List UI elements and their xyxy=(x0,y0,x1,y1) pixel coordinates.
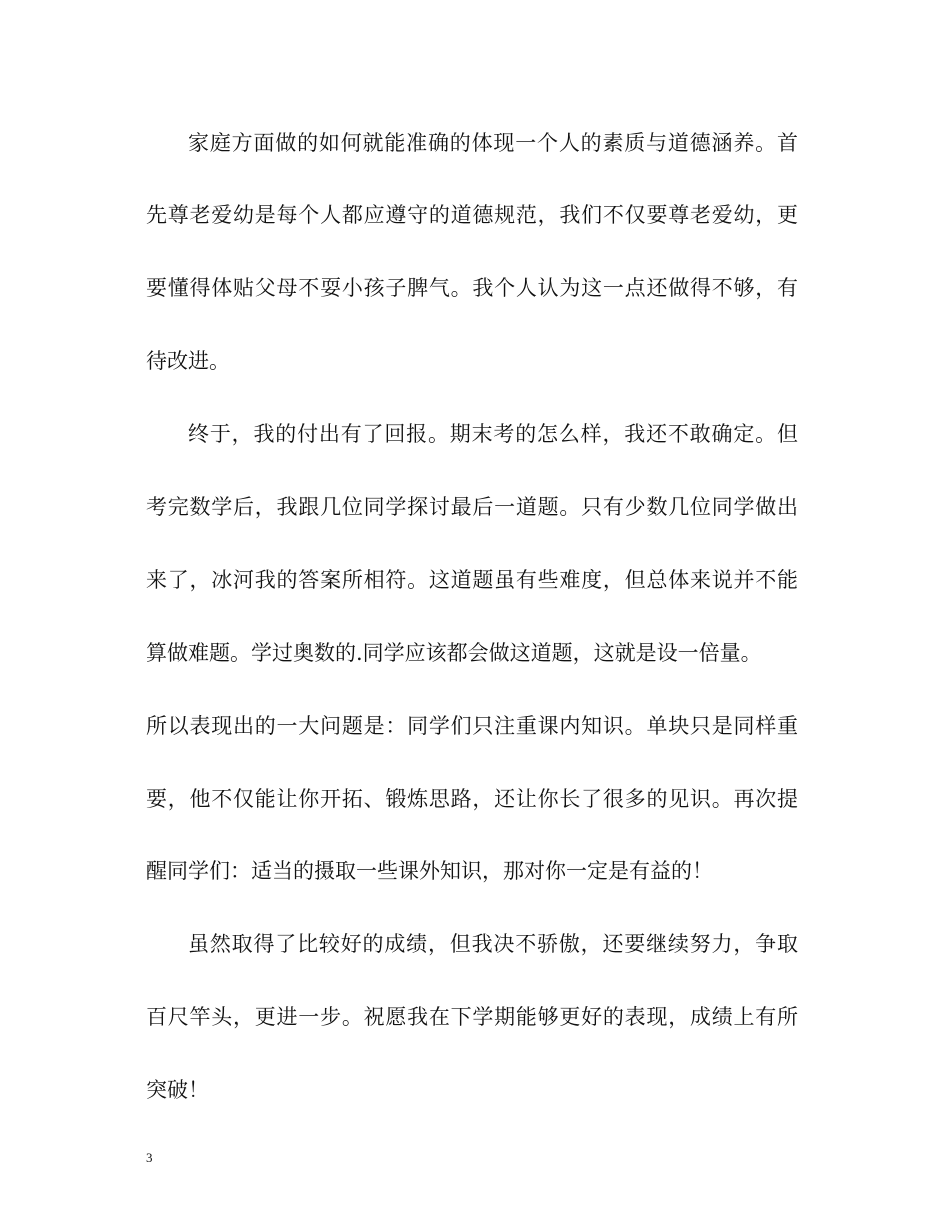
paragraph-2-line-1: 终于，我的付出有了回报。期末考的怎么样，我还不敢确定。但 xyxy=(188,422,798,446)
paragraph-3-line-1: 虽然取得了比较好的成绩，但我决不骄傲，还要继续努力，争取 xyxy=(188,932,798,956)
paragraph-2-line-7: 醒同学们：适当的摄取一些课外知识，那对你一定是有益的！ xyxy=(146,859,713,883)
paragraph-3-line-2: 百尺竿头，更进一步。祝愿我在下学期能够更好的表现，成绩上有所 xyxy=(146,1005,798,1029)
paragraph-1-line-2: 先尊老爱幼是每个人都应遵守的道德规范，我们不仅要尊老爱幼，更 xyxy=(146,203,798,227)
paragraph-3-line-3: 突破！ xyxy=(146,1078,209,1102)
paragraph-2-line-4: 算做难题。学过奥数的.同学应该都会做这道题，这就是设一倍量。 xyxy=(146,641,762,665)
paragraph-2-line-2: 考完数学后，我跟几位同学探讨最后一道题。只有少数几位同学做出 xyxy=(146,495,798,519)
page-number: 3 xyxy=(146,1150,153,1165)
paragraph-1-line-1: 家庭方面做的如何就能准确的体现一个人的素质与道德涵养。首 xyxy=(188,131,798,155)
paragraph-2-line-6: 要，他不仅能让你开拓、锻炼思路，还让你长了很多的见识。再次提 xyxy=(146,787,798,811)
paragraph-1-line-4: 待改进。 xyxy=(146,349,230,373)
paragraph-1-line-3: 要懂得体贴父母不耍小孩子脾气。我个人认为这一点还做得不够，有 xyxy=(146,276,798,300)
paragraph-2-line-5: 所以表现出的一大问题是：同学们只注重课内知识。单块只是同样重 xyxy=(146,714,798,738)
paragraph-2-line-3: 来了，冰河我的答案所相符。这道题虽有些难度，但总体来说并不能 xyxy=(146,568,798,592)
